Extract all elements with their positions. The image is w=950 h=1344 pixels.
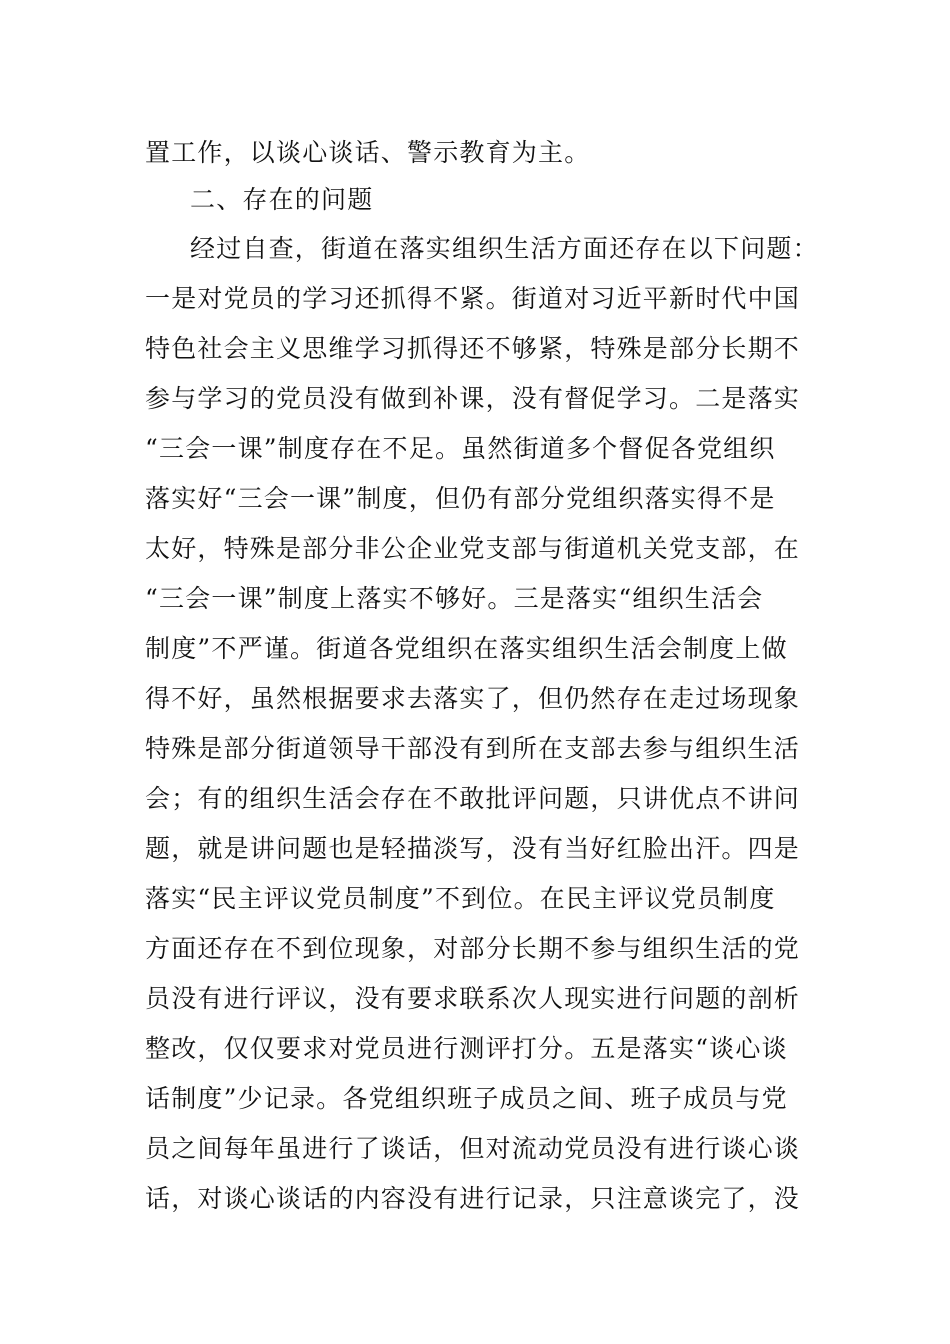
text-line: 落实“民主评议党员制度”不到位。在民主评议党员制度 — [145, 884, 776, 913]
text-line: 一是对党员的学习还抓得不紧。街道对习近平新时代中国 — [145, 284, 801, 313]
text-line: 整改，仅仅要求对党员进行测评打分。五是落实“谈心谈 — [145, 1034, 788, 1063]
text-line: 话，对谈心谈话的内容没有进行记录，只注意谈完了，没 — [145, 1184, 801, 1213]
text-line: 会；有的组织生活会存在不敢批评问题，只讲优点不讲问 — [145, 784, 801, 813]
text-line: 得不好，虽然根据要求去落实了，但仍然存在走过场现象 — [145, 684, 801, 713]
section-heading: 二、存在的问题 — [190, 185, 374, 214]
text-line: 参与学习的党员没有做到补课，没有督促学习。二是落实 — [145, 384, 801, 413]
text-line: 太好，特殊是部分非公企业党支部与街道机关党支部，在 — [145, 534, 801, 563]
text-line: “三会一课”制度上落实不够好。三是落实“组织生活会 — [145, 584, 764, 613]
text-line: 特色社会主义思维学习抓得还不够紧，特殊是部分长期不 — [145, 334, 801, 363]
paragraph-first-line: 经过自查，街道在落实组织生活方面还存在以下问题： — [190, 234, 819, 263]
text-line: 落实好“三会一课”制度，但仍有部分党组织落实得不是 — [145, 484, 776, 513]
text-line: 方面还存在不到位现象，对部分长期不参与组织生活的党 — [145, 934, 801, 963]
text-line: 话制度”少记录。各党组织班子成员之间、班子成员与党 — [145, 1084, 788, 1113]
text-line: 置工作，以谈心谈话、警示教育为主。 — [145, 138, 591, 167]
text-line: 员没有进行评议，没有要求联系次人现实进行问题的剖析 — [145, 984, 801, 1013]
text-line: 制度”不严谨。街道各党组织在落实组织生活会制度上做 — [145, 634, 788, 663]
text-line: 员之间每年虽进行了谈话，但对流动党员没有进行谈心谈 — [145, 1134, 801, 1163]
text-line: “三会一课”制度存在不足。虽然街道多个督促各党组织 — [145, 434, 776, 463]
text-line: 题，就是讲问题也是轻描淡写，没有当好红脸出汗。四是 — [145, 834, 801, 863]
text-line: 特殊是部分街道领导干部没有到所在支部去参与组织生活 — [145, 734, 801, 763]
